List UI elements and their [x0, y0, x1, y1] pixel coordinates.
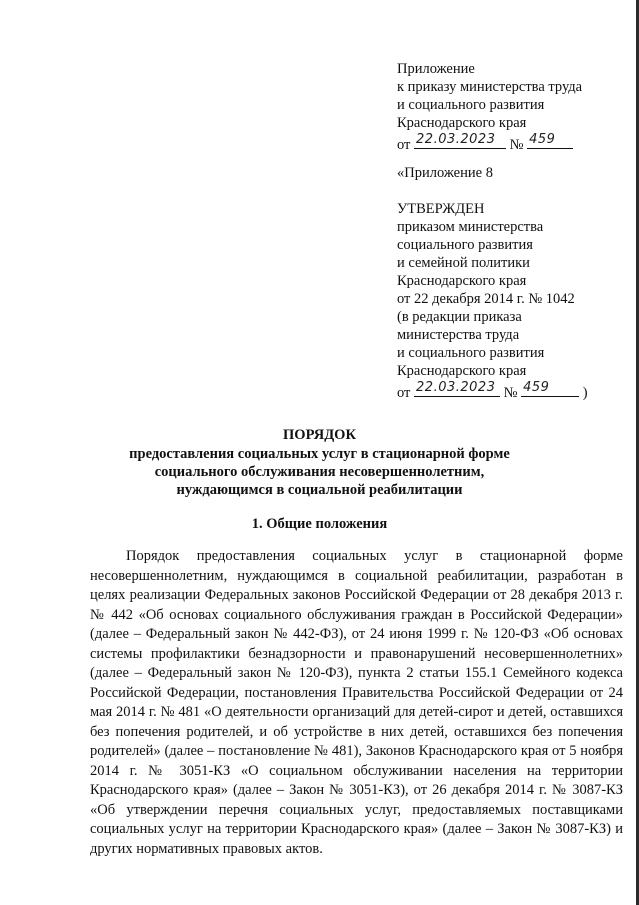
- appendix-line-2: к приказу министерства труда: [397, 79, 583, 95]
- document-title: ПОРЯДОК: [283, 427, 356, 443]
- approved-number-field: [521, 381, 579, 397]
- approved-line-1: приказом министерства: [397, 219, 544, 235]
- appendix-date-handwritten: 22.03.2023: [416, 132, 496, 147]
- annex-label: «Приложение 8: [397, 165, 493, 181]
- approved-number-sign: №: [503, 385, 518, 401]
- approved-date-line: [397, 381, 588, 402]
- approved-line-2: социального развития: [397, 237, 533, 253]
- document-subtitle-line-1: предоставления социальных услуг в стационарной форме: [129, 446, 510, 462]
- approved-line-3: и семейной политики: [397, 255, 530, 271]
- approved-line-6: (в редакции приказа: [397, 309, 522, 325]
- approved-line-4: Краснодарского края: [397, 273, 527, 289]
- approved-line-9: Краснодарского края: [397, 363, 527, 379]
- appendix-number-field: [527, 133, 573, 149]
- document-subtitle-line-3: нуждающимся в социальной реабилитации: [176, 482, 463, 498]
- appendix-date-line: [397, 133, 573, 154]
- approved-heading: УТВЕРЖДЕН: [397, 201, 485, 217]
- document-subtitle-line-2: социального обслуживания несовершеннолетним,: [154, 464, 485, 480]
- appendix-line-1: Приложение: [397, 61, 475, 77]
- approved-line-5: от 22 декабря 2014 г. № 1042: [397, 291, 575, 307]
- approved-closing-paren: ): [582, 385, 588, 401]
- appendix-date-prefix: от: [397, 137, 411, 153]
- approved-date-field: [414, 381, 500, 397]
- appendix-date-field: [414, 133, 506, 149]
- appendix-line-4: Краснодарского края: [397, 115, 527, 131]
- approved-date-handwritten: 22.03.2023: [416, 380, 496, 395]
- section-heading: 1. Общие положения: [251, 516, 388, 532]
- approved-line-8: и социального развития: [397, 345, 545, 361]
- appendix-number-sign: №: [509, 137, 524, 153]
- approved-number-handwritten: 459: [523, 380, 550, 395]
- approved-date-prefix: от: [397, 385, 411, 401]
- appendix-line-3: и социального развития: [397, 97, 545, 113]
- appendix-number-handwritten: 459: [529, 132, 556, 147]
- approved-line-7: министерства труда: [397, 327, 520, 343]
- body-paragraph: Порядок предоставления социальных услуг в стационарной форме несовершеннолетним, нуждающимся в социальной реабилитации, разработан в целях реализации Федеральных законов Российской Федерации от 28 декабря 2013 г. № 442 «Об основах социального обслуживания граждан в Российской Федерации» (далее – Федеральный закон № 442-ФЗ), от 24 июня 1999 г. № 120-ФЗ «Об основах системы профилактики безнадзорности и правонарушений несовершеннолетних» (далее – Федеральный закон № 120-ФЗ), пункта 2 статьи 155.1 Семейного кодекса Российской Федерации, постановления Правительства Российской Федерации от 24 мая 2014 г. № 481 «О деятельности организаций для детей-сирот и детей, оставшихся без попечения родителей, и об устройстве в них детей, оставшихся без попечения родителей» (далее – постановление № 481), Законов Краснодарского края от 5 ноября 2014 г. № 3051-КЗ «О социальном обслуживании населения на территории Краснодарского края» (далее – Закон № 3051-КЗ), от 26 декабря 2014 г. № 3087-КЗ «Об утверждении перечня социальных услуг, предоставляемых поставщиками социальных услуг на территории Краснодарского края» (далее – Закон № 3087-КЗ) и других нормативных правовых актов.: [90, 548, 623, 857]
